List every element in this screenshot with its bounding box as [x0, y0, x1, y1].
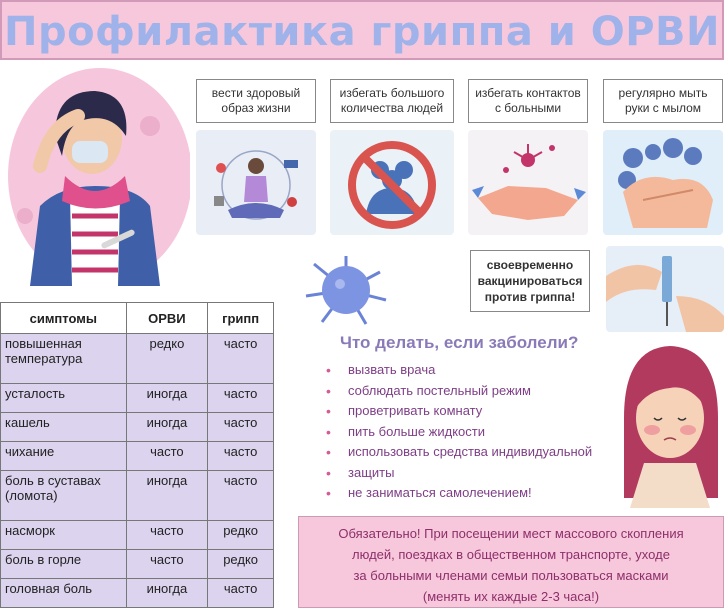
symptom-cell: боль в суставах (ломота) [1, 471, 127, 521]
flu-cell: часто [208, 334, 274, 384]
table-row [1, 413, 274, 442]
flu-cell: часто [208, 442, 274, 471]
sick-person-illustration [0, 66, 190, 286]
what-to-do-title: Что делать, если заболели? [340, 333, 579, 352]
flu-cell: часто [208, 471, 274, 521]
column-header-orvi: ОРВИ [126, 303, 208, 334]
note-line: Обязательно! При посещении мест массового скопления [338, 526, 684, 541]
tip-label-avoid-crowds [330, 79, 454, 123]
handshake-illustration [468, 130, 588, 235]
table-row [1, 384, 274, 413]
list-item: • использовать средства индивидуальной [322, 442, 612, 463]
note-line: за больными членами семьи пользоваться масками [353, 568, 669, 583]
title-banner [0, 0, 724, 60]
vaccination-text: своевременно вакцинироваться против гриппа! [477, 258, 583, 304]
flu-cell: редко [208, 550, 274, 579]
orvi-cell: иногда [126, 384, 208, 413]
tip-text: избегать контактов с больными [475, 86, 581, 115]
table-row [1, 521, 274, 550]
mandatory-note [298, 516, 724, 608]
note-line: (менять их каждые 2-3 часа!) [422, 589, 600, 604]
symptom-cell: усталость [1, 384, 127, 413]
list-item: • не заниматься самолечением! [322, 483, 612, 504]
sick-girl-illustration [614, 338, 726, 508]
note-line: людей, поездках в общественном транспорте, уходе [352, 547, 670, 562]
orvi-cell: иногда [126, 579, 208, 608]
orvi-cell: часто [126, 521, 208, 550]
orvi-cell: иногда [126, 413, 208, 442]
table-row [1, 579, 274, 608]
orvi-cell: часто [126, 550, 208, 579]
handwashing-illustration [603, 130, 723, 235]
tip-label-healthy-lifestyle [196, 79, 316, 123]
symptom-cell: головная боль [1, 579, 127, 608]
virus-illustration [296, 250, 396, 330]
table-row [1, 550, 274, 579]
list-item: • проветривать комнату [322, 401, 612, 422]
list-item: • соблюдать постельный режим [322, 381, 612, 402]
list-item: • пить больше жидкости [322, 422, 612, 443]
symptom-cell: боль в горле [1, 550, 127, 579]
column-header-symptoms: симптомы [1, 303, 127, 334]
page-title: Профилактика гриппа и ОРВИ [3, 9, 720, 55]
tip-label-wash-hands [603, 79, 723, 123]
table-row [1, 471, 274, 521]
symptom-cell: насморк [1, 521, 127, 550]
column-header-flu: грипп [208, 303, 274, 334]
no-crowds-illustration [330, 130, 454, 235]
orvi-cell: иногда [126, 471, 208, 521]
tip-text: избегать большого количества людей [339, 86, 445, 115]
list-item: • вызвать врача [322, 360, 612, 381]
what-to-do-list [322, 360, 612, 504]
meditation-illustration [196, 130, 316, 235]
symptom-cell: чихание [1, 442, 127, 471]
vaccination-label [470, 250, 590, 312]
flu-cell: часто [208, 413, 274, 442]
tip-text: вести здоровый образ жизни [211, 86, 301, 115]
tip-text: регулярно мыть руки с мылом [618, 86, 708, 115]
table-header-row [1, 303, 274, 334]
flu-cell: редко [208, 521, 274, 550]
flu-cell: часто [208, 384, 274, 413]
symptoms-table [0, 302, 274, 608]
flu-cell: часто [208, 579, 274, 608]
symptom-cell: повышенная температура [1, 334, 127, 384]
vaccine-syringe-illustration [606, 246, 724, 332]
tip-label-avoid-sick [468, 79, 588, 123]
symptom-cell: кашель [1, 413, 127, 442]
table-row [1, 334, 274, 384]
orvi-cell: часто [126, 442, 208, 471]
orvi-cell: редко [126, 334, 208, 384]
list-item: • защиты [322, 463, 612, 484]
table-row [1, 442, 274, 471]
